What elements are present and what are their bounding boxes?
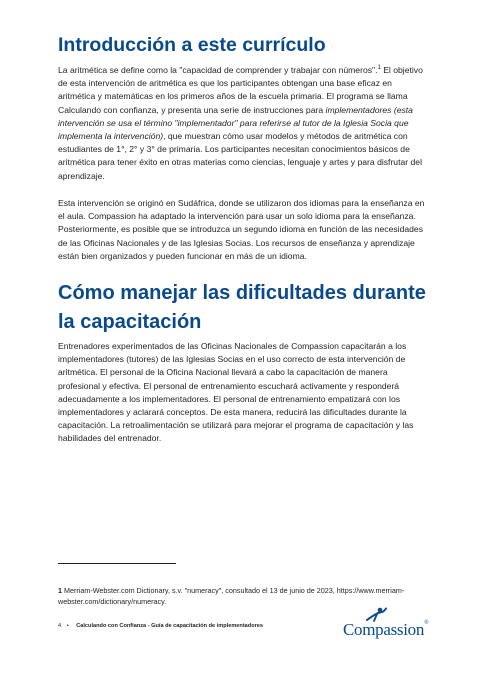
intro-paragraph-1 [58,64,430,183]
intro-p1-italic: implementadores (esta intervención se usa el término "implementador" para referirse al tutor de la Iglesia Socia que implementa la intervención) [58,104,413,142]
footer-document-title: Calculando con Confianza - Guía de capacitación de implementadores [76,623,264,629]
compassion-logo [343,607,435,643]
section-title-intro: Introducción a este currículo [58,34,326,56]
footnote-number: 1 [58,586,62,595]
intro-paragraph-2: Esta intervención se originó en Sudáfrica, donde se utilizaron dos idiomas para la enseñanza en el aula. Compassion ha adaptado la intervención para usar un solo idioma para la enseñanza. Posteriormente, es posible que se introduzca un segundo idioma en función de las necesidades de las Oficinas Nacionales y de las Iglesias Socias. Los recursos de enseñanza y aprendizaje están bien organizados y pueden funcionar en más de un idioma. [58,198,425,261]
intro-p1-text-b: El objetivo de esta intervención de aritmética es que los participantes obtengan una base eficaz en aritmética y matemáticas en los primeros años de la escuela primaria. El programa se llama Calculando con confianza, y presenta una serie de instrucciones para [58,65,423,115]
difficulties-paragraph: Entrenadores experimentados de las Oficinas Nacionales de Compassion capacitarán a los implementadores (tutores) de las Iglesias Socias en el uso correcto de esta intervención de aritmética. El personal de la Oficina Nacional llevará a cabo la capacitación de manera profesional y efectiva. El personal de entrenamiento escuchará activamente y responderá adecuadamente a los implementadores. El personal de entrenamiento empatizará con los implementadores y aclarará conceptos. De esta manera, reducirá las dificultades durante la capacitación. La retroalimentación se utilizará para mejorar el programa de capacitación y las habilidades del entrenador. [58,341,414,444]
logo-wordmark: Compassion® [343,620,429,639]
page-footer [58,622,338,630]
footnote-ref[interactable]: 1 [377,65,381,72]
section-title-difficulties: Cómo manejar las dificultades durante la capacitación [58,282,426,333]
footer-bullet: • [66,623,69,629]
footnote-divider [58,563,176,564]
page-number: 4 [58,623,62,629]
footnote-text: Merriam-Webster.com Dictionary, s.v. "numeracy", consultado el 13 de junio de 2023, https://www.merriam-webster.com/dictionary/numeracy. [58,586,405,606]
intro-p1-text-c: , que muestran cómo usar modelos y métodos de aritmética con estudiantes de 1°, 2° y 3° de primaria. Los participantes necesitan conocimientos básicos de aritmética para tener éxito en otras materias como ciencias, lenguaje y artes y para disfrutar del aprendizaje. [58,131,422,181]
footnote [58,585,438,607]
intro-p1-text-a: La aritmética se define como la "capacidad de comprender y trabajar con números". [58,65,378,75]
